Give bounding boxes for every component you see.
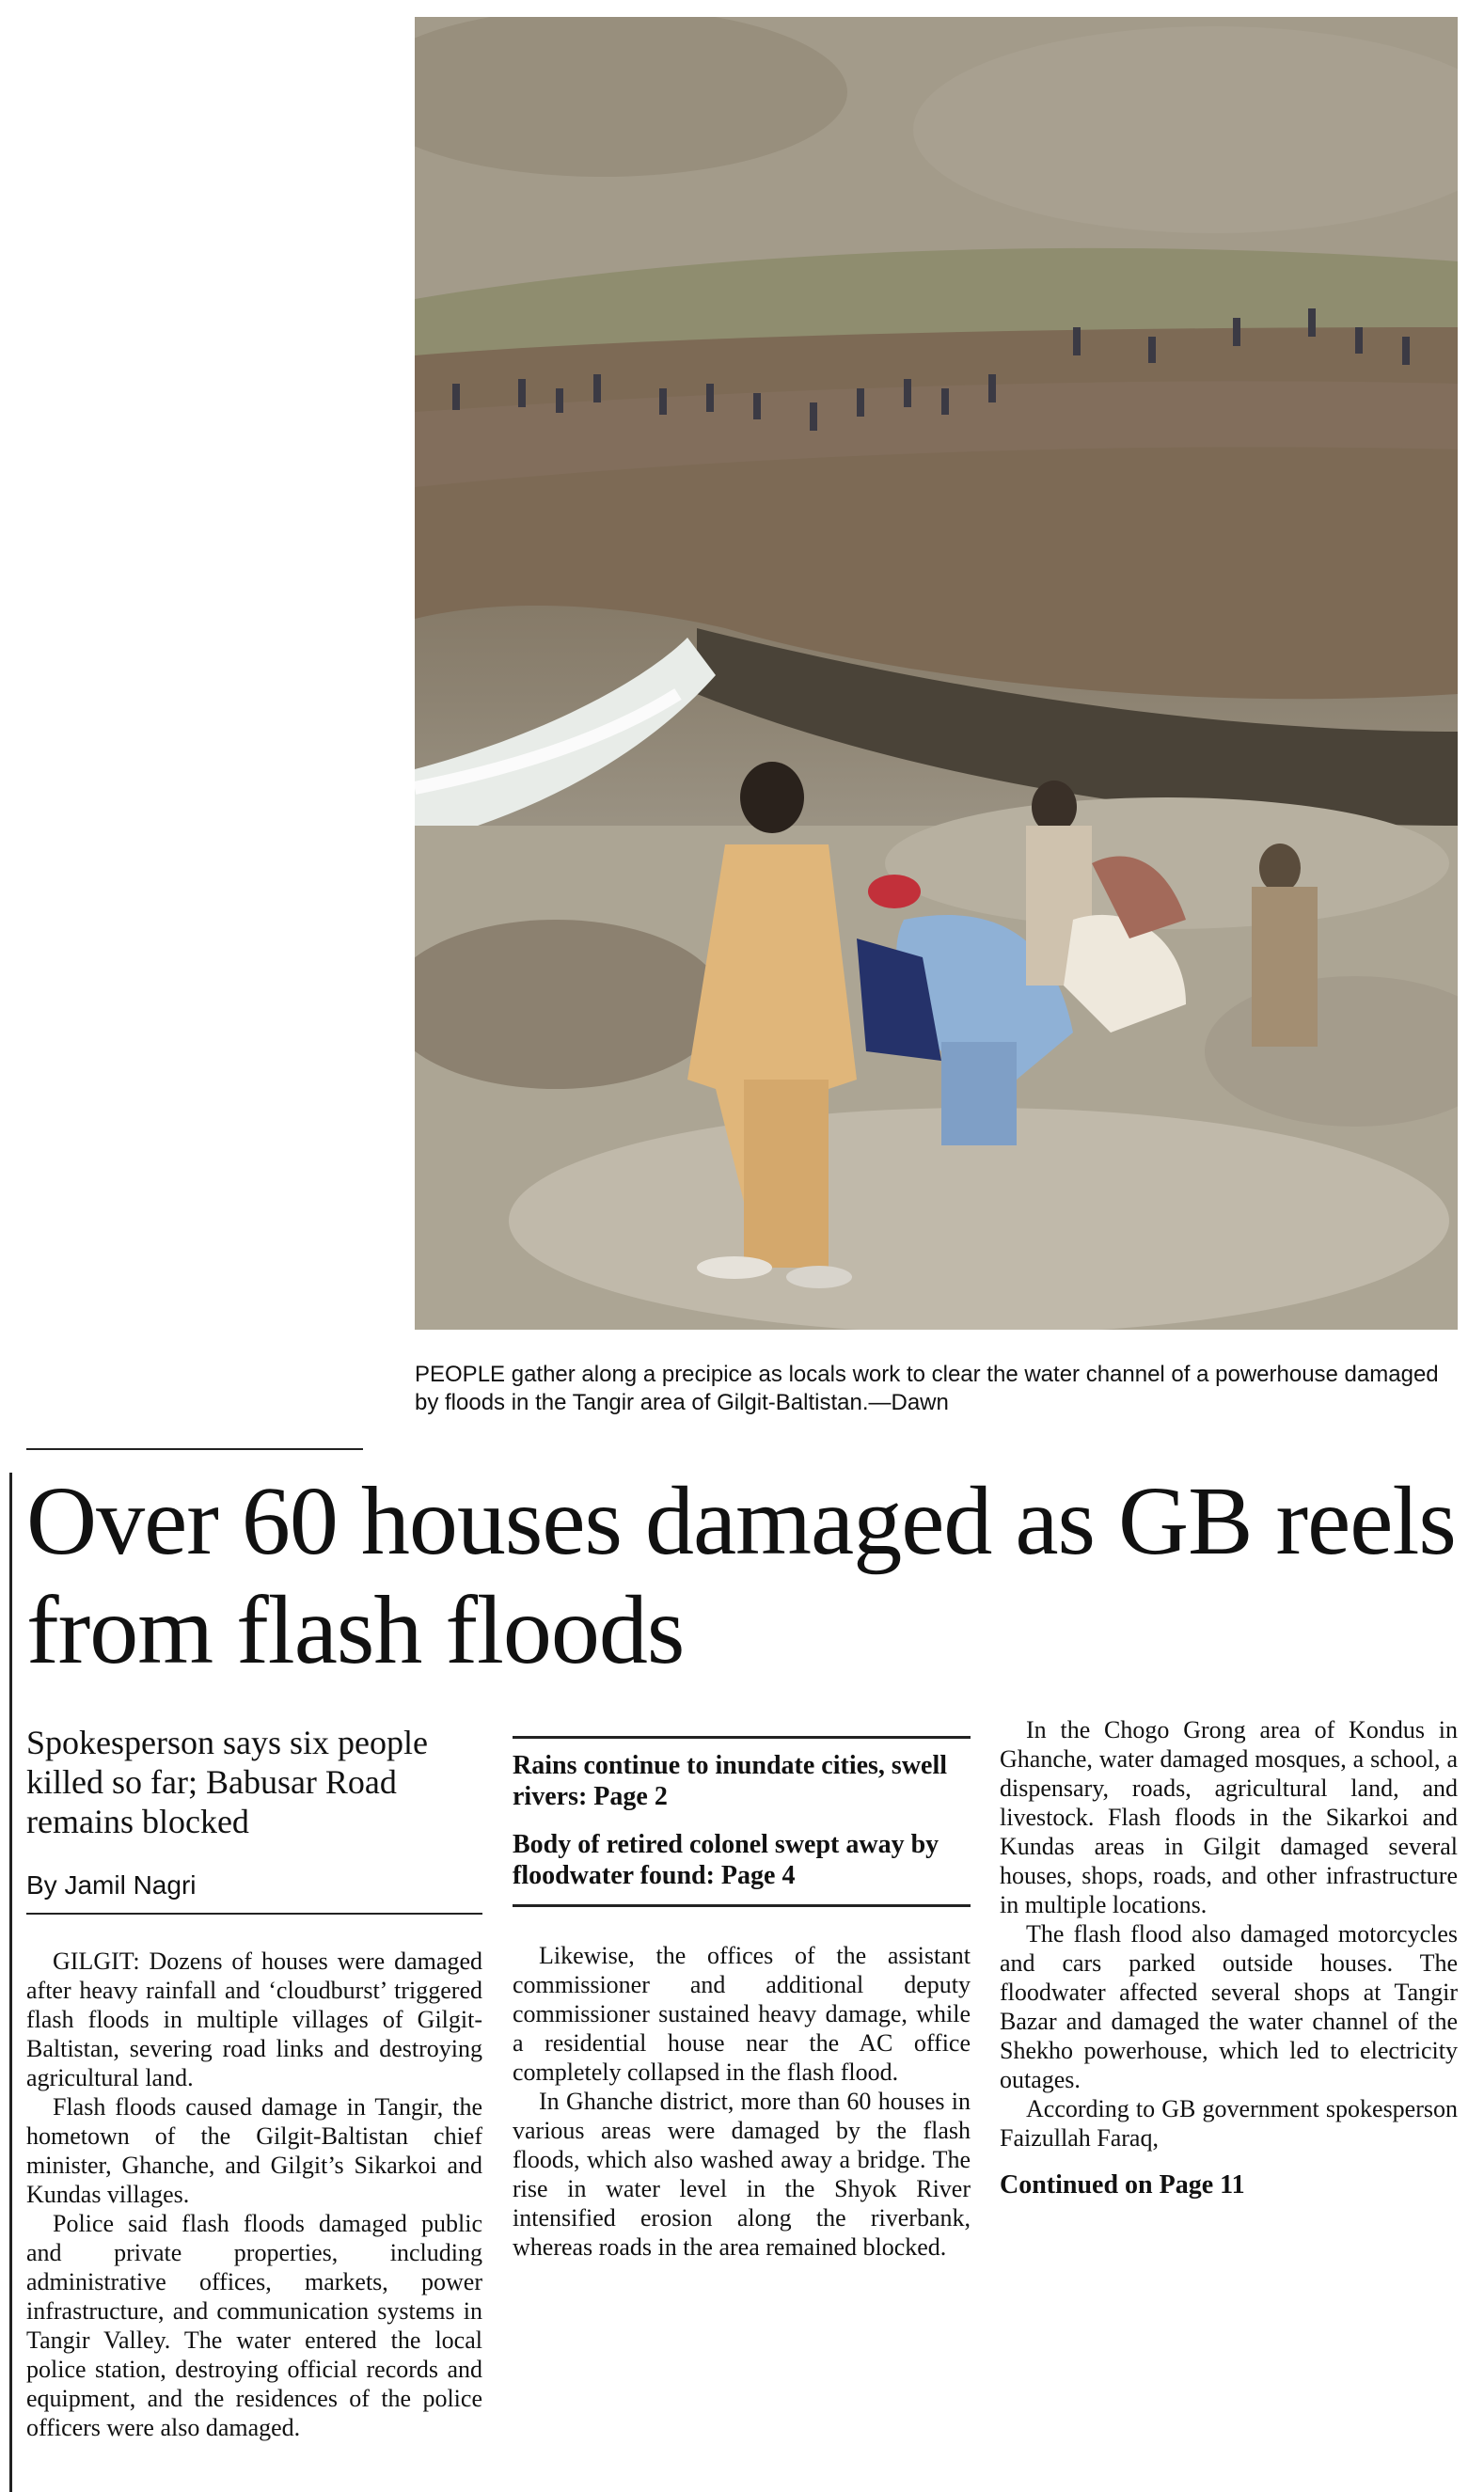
continued-link[interactable]: Continued on Page 11 bbox=[1000, 2170, 1245, 2200]
body-paragraph: In Ghanche district, more than 60 houses in various areas were damaged by the flash floods, which also washed away a bridge. The rise in water level in the Shyok River intensified erosion along the riverbank, whereas roads in the area remained blocked. bbox=[513, 2088, 971, 2261]
subheadline: Spokesperson says six people killed so far; Babusar Road remains blocked bbox=[26, 1724, 428, 1840]
photo-caption: PEOPLE gather along a precipice as locals work to clear the water channel of a powerhouse damaged by floods in the Tangir area of Gilgit-Baltistan.—Dawn bbox=[415, 1362, 1439, 1415]
body-paragraph: According to GB government spokesperson Faizullah Faraq, bbox=[1000, 2095, 1458, 2152]
related-stories-box bbox=[513, 1736, 971, 1907]
body-paragraph: In the Chogo Grong area of Kondus in Ghanche, water damaged mosques, a school, a dispensary, roads, agricultural land, and livestock. Flash floods in the Sikarkoi and Kundas areas in Gilgit damaged several houses, shops, roads, and other infrastructure in multiple locations. bbox=[1000, 1716, 1458, 1918]
body-paragraph: The flash flood also damaged motorcycles and cars parked outside houses. The floodwater affected several shops at Tangir Bazar and damaged the water channel of the Shekho powerhouse, which led to electricity outages. bbox=[1000, 1920, 1458, 2093]
body-paragraph bbox=[26, 2209, 482, 2442]
section-divider bbox=[26, 1448, 363, 1450]
headline: Over 60 houses damaged as GB reels from flash floods bbox=[26, 1467, 1456, 1684]
related-story-link[interactable]: Rains continue to inundate cities, swell rivers: Page 2 bbox=[513, 1751, 948, 1811]
body-paragraph-part: Police said flash floods damaged public and private properties, including administrative offices, markets, power infrastructure, and communication systems in Tangir Valley. The water entered the local police station, destroying official records and equipment, and the residences of the police officers were also damaged. bbox=[26, 2210, 482, 2441]
column-3 bbox=[1000, 1715, 1458, 2200]
story-left-rule bbox=[9, 1473, 12, 2492]
related-story-link[interactable]: Body of retired colonel swept away by floodwater found: Page 4 bbox=[513, 1830, 939, 1890]
flood-photo-image bbox=[415, 17, 1458, 1330]
column-1 bbox=[26, 1715, 482, 2442]
body-paragraph: Likewise, the offices of the assistant commissioner and additional deputy commissioner sustained heavy damage, while a residential house near the AC office completely collapsed in the flash flood. bbox=[513, 1942, 971, 2086]
column-2 bbox=[513, 1715, 971, 2262]
flood-photo bbox=[415, 17, 1458, 1330]
byline: By Jamil Nagri bbox=[26, 1869, 482, 1915]
body-paragraph: GILGIT: Dozens of houses were damaged after heavy rainfall and ‘cloudburst’ triggered flash floods in multiple villages of Gilgit-Baltistan, severing road links and destroying agricultural land. bbox=[26, 1948, 482, 2091]
body-paragraph: Flash floods caused damage in Tangir, the hometown of the Gilgit-Baltistan chief minister, Ghanche, and Gilgit’s Sikarkoi and Kundas villages. bbox=[26, 2093, 482, 2208]
